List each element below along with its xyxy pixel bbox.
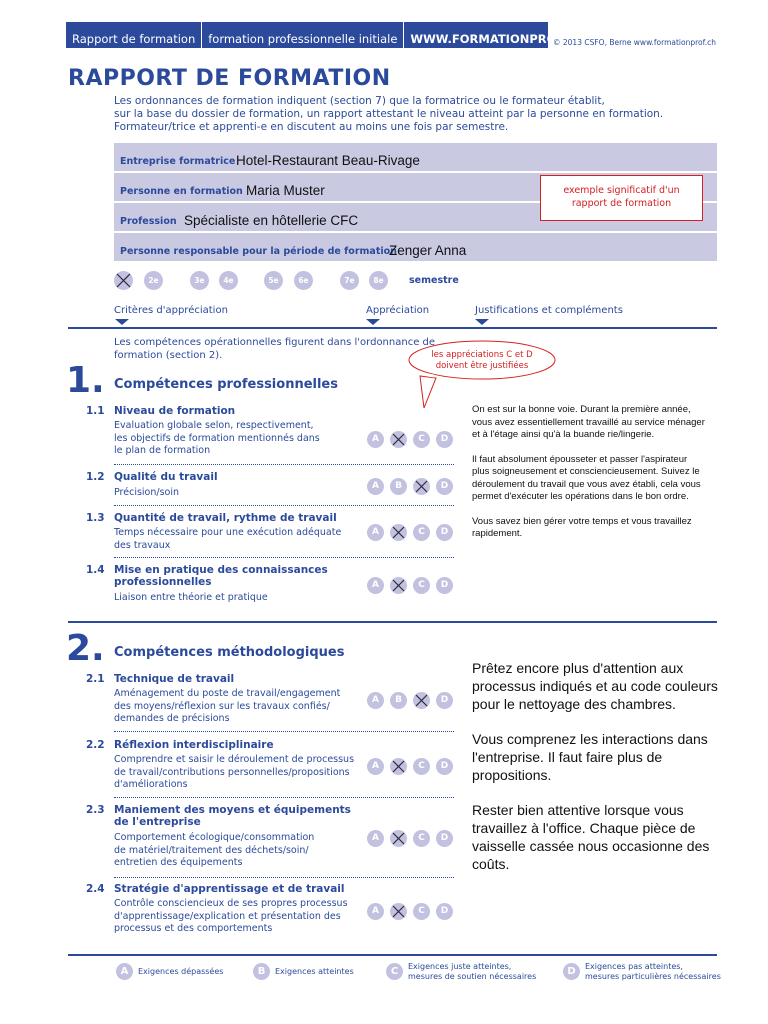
semester-circle[interactable] xyxy=(294,271,313,290)
field-responsible xyxy=(114,233,717,261)
column-header-rating: Appréciation xyxy=(366,305,430,316)
page-title: RAPPORT DE FORMATION xyxy=(68,66,391,91)
header-item-website[interactable]: WWW.FORMATIONPROF.CH xyxy=(403,22,591,48)
section-title: Compétences professionnelles xyxy=(114,377,338,392)
grade-d-option[interactable] xyxy=(436,830,453,847)
criterion-description xyxy=(114,754,354,792)
divider xyxy=(68,954,717,956)
field-value: Maria Muster xyxy=(246,183,325,198)
criterion-description-line: de matériel/traitement des déchets/soin/ xyxy=(114,844,309,856)
grade-letter: C xyxy=(418,833,425,843)
grade-letter: A xyxy=(372,695,379,705)
semester-label-text: 3e xyxy=(194,276,205,285)
dotted-separator xyxy=(114,464,454,465)
grade-b-option[interactable] xyxy=(390,524,407,541)
criterion-description-line: Evaluation globale selon, respectivement, xyxy=(114,420,314,431)
criterion-description xyxy=(114,898,348,936)
grade-a-option[interactable] xyxy=(367,692,384,709)
criterion-description xyxy=(114,592,268,605)
criterion-description-line: Comprendre et saisir le déroulement de processus xyxy=(114,754,355,765)
grade-letter: D xyxy=(440,580,449,590)
criterion-title xyxy=(114,512,337,524)
arrow-down-icon xyxy=(366,319,380,325)
semester-circle[interactable] xyxy=(114,271,133,290)
justification-line: Rester bien attentive lorsque vous xyxy=(472,802,684,818)
cross-mark-icon xyxy=(114,271,133,290)
grade-letter: D xyxy=(440,527,449,537)
grade-b-option[interactable] xyxy=(390,758,407,775)
criterion-description xyxy=(114,688,340,726)
legend-d-circle: D xyxy=(563,963,580,980)
grade-b-option[interactable] xyxy=(390,692,407,709)
justification-callout xyxy=(408,340,558,386)
grade-letter: C xyxy=(418,761,425,771)
grade-letter: A xyxy=(372,434,379,444)
criterion-description-line: Précision/soin xyxy=(114,487,180,498)
grade-d-option[interactable] xyxy=(436,903,453,920)
grade-d-option[interactable] xyxy=(436,692,453,709)
criterion-title-line: Stratégie d'apprentissage et de travail xyxy=(114,883,345,895)
header-bar xyxy=(66,22,586,48)
grade-c-option[interactable] xyxy=(413,692,430,709)
semester-label: semestre xyxy=(409,275,459,286)
criterion-title-line: Technique de travail xyxy=(114,673,235,685)
dotted-separator xyxy=(114,877,454,878)
justification-line: l'entreprise. Il faut faire plus de xyxy=(472,749,663,765)
legend-d-text xyxy=(585,962,721,982)
callout-line: doivent être justifiées xyxy=(435,361,529,371)
criterion-title-line: Maniement des moyens et équipements xyxy=(114,804,351,816)
criterion-number: 2.4 xyxy=(86,883,105,895)
note-line: exemple significatif d'un xyxy=(563,185,680,196)
semester-label-text: 4e xyxy=(223,276,234,285)
column-header-justification: Justifications et compléments xyxy=(475,305,623,316)
section1-intro-line: formation (section 2). xyxy=(114,350,223,361)
grade-d-option[interactable] xyxy=(436,577,453,594)
justification-paragraph xyxy=(472,801,742,873)
criterion-number: 2.3 xyxy=(86,804,105,816)
justification-line: pour le nettoyage des chambres. xyxy=(472,696,676,712)
intro-text xyxy=(114,95,674,134)
criterion-title-line: Quantité de travail, rythme de travail xyxy=(114,512,337,524)
cross-mark-icon xyxy=(390,577,407,594)
grade-letter: C xyxy=(418,906,425,916)
cross-mark-icon xyxy=(390,431,407,448)
grade-c-option[interactable] xyxy=(413,577,430,594)
semester-label-text: 2e xyxy=(148,276,159,285)
callout-line: les appréciations C et D xyxy=(431,350,533,360)
grade-c-option[interactable] xyxy=(413,478,430,495)
cross-mark-icon xyxy=(390,830,407,847)
grade-b-option[interactable] xyxy=(390,431,407,448)
legend-a-circle: A xyxy=(116,963,133,980)
legend-line: Exigences atteintes xyxy=(275,967,354,976)
criterion-description xyxy=(114,527,341,552)
grade-a-option[interactable] xyxy=(367,830,384,847)
arrow-down-icon xyxy=(115,319,129,325)
grade-b-option[interactable] xyxy=(390,903,407,920)
grade-c-option[interactable] xyxy=(413,758,430,775)
grade-letter: D xyxy=(440,695,449,705)
dotted-separator xyxy=(114,731,454,732)
grade-a-option[interactable] xyxy=(367,431,384,448)
criterion-description-line: de travail/contributions personnelles/propositions xyxy=(114,766,350,778)
grade-d-option[interactable] xyxy=(436,478,453,495)
criterion-title-line: Qualité du travail xyxy=(114,471,218,483)
criterion-description-line: d'apprentissage/explication et présentation des xyxy=(114,910,341,922)
justification-line: On est sur la bonne voie. Durant la première année, xyxy=(472,404,691,415)
justification-line: Prêtez encore plus d'attention aux xyxy=(472,660,684,676)
justification-line: Il faut absolument épousseter et passer l'aspirateur xyxy=(472,453,688,465)
justification-line: processus indiqués et au code couleurs xyxy=(472,678,718,694)
field-label: Personne en formation xyxy=(120,186,243,197)
justification-line: Vous savez bien gérer votre temps et vous travaillez xyxy=(472,515,692,527)
field-value: Zenger Anna xyxy=(389,243,467,258)
justification-paragraph xyxy=(472,454,742,504)
intro-line: Les ordonnances de formation indiquent (section 7) que la formatrice ou le formateur établit, xyxy=(114,95,605,107)
criterion-number: 1.4 xyxy=(86,564,105,576)
criterion-description-line: entretien des équipements xyxy=(114,857,243,868)
section-number: 1. xyxy=(66,360,105,401)
grade-letter: A xyxy=(372,833,379,843)
justification-line: Vous comprenez les interactions dans xyxy=(472,731,708,747)
grade-letter: C xyxy=(418,580,425,590)
criterion-title xyxy=(114,883,345,895)
dotted-separator xyxy=(114,797,454,798)
grade-d-option[interactable] xyxy=(436,524,453,541)
grade-letter: D xyxy=(440,906,449,916)
intro-line: sur la base du dossier de formation, un rapport attestant le niveau atteint par la personne en formation. xyxy=(114,108,664,120)
copyright-text: © 2013 CSFO, Berne www.formationprof.ch xyxy=(553,38,716,47)
criterion-description-line: Comportement écologique/consommation xyxy=(114,832,315,843)
criterion-description-line: le plan de formation xyxy=(114,445,211,456)
justification-line: plus soigneusement et consciencieusement. Suivez le xyxy=(472,466,700,477)
grade-letter: A xyxy=(372,906,379,916)
justification-text xyxy=(472,659,742,873)
semester-circle[interactable] xyxy=(144,271,163,290)
semester-circle[interactable] xyxy=(264,271,283,290)
column-header-criteria: Critères d'appréciation xyxy=(114,305,228,316)
divider xyxy=(68,621,717,623)
grade-letter: D xyxy=(440,833,449,843)
justification-paragraph xyxy=(472,404,742,442)
legend-c-circle: C xyxy=(386,963,403,980)
criterion-title-line: Mise en pratique des connaissances xyxy=(114,564,328,576)
grade-letter: A xyxy=(372,580,379,590)
cross-mark-icon xyxy=(390,903,407,920)
legend-a-text xyxy=(138,967,223,977)
legend-line: Exigences juste atteintes, xyxy=(408,962,512,971)
legend-c-text xyxy=(408,962,536,982)
semester-circle[interactable] xyxy=(190,271,209,290)
grade-b-option[interactable] xyxy=(390,577,407,594)
semester-label-text: 5e xyxy=(268,276,279,285)
criterion-number: 2.2 xyxy=(86,739,105,751)
justification-line: travaillez à l'office. Chaque pièce de xyxy=(472,820,696,836)
legend-b-text xyxy=(275,967,354,977)
grade-a-option[interactable] xyxy=(367,577,384,594)
justification-line: vous avez essentiellement travaillé au service ménager xyxy=(472,416,705,428)
grade-a-option[interactable] xyxy=(367,758,384,775)
cross-mark-icon xyxy=(390,758,407,775)
dotted-separator xyxy=(114,505,454,506)
field-label: Entreprise formatrice xyxy=(120,156,236,167)
criterion-title xyxy=(114,739,274,751)
field-training-company xyxy=(114,143,717,171)
grade-letter: A xyxy=(372,481,379,491)
grade-letter: B xyxy=(395,481,402,491)
section1-intro xyxy=(114,336,435,362)
grade-b-option[interactable] xyxy=(390,830,407,847)
legend-line: Exigences pas atteintes, xyxy=(585,962,683,971)
semester-circle[interactable] xyxy=(340,271,359,290)
grade-letter: D xyxy=(440,761,449,771)
criterion-title-line: Niveau de formation xyxy=(114,405,236,417)
field-value: Hotel-Restaurant Beau-Rivage xyxy=(236,153,420,168)
criterion-description-line: Aménagement du poste de travail/engagement xyxy=(114,688,341,699)
intro-line: Formateur/trice et apprenti-e en discutent au moins une fois par semestre. xyxy=(114,121,509,133)
field-value: Spécialiste en hôtellerie CFC xyxy=(184,213,359,228)
criterion-number: 1.1 xyxy=(86,405,105,417)
grade-letter: B xyxy=(395,695,402,705)
criterion-number: 2.1 xyxy=(86,673,105,685)
justification-line: permet d'exécuter les opérations dans le bon ordre. xyxy=(472,491,689,502)
criterion-description xyxy=(114,420,320,458)
grade-c-option[interactable] xyxy=(413,903,430,920)
criterion-number: 1.3 xyxy=(86,512,105,524)
criterion-description-line: Liaison entre théorie et pratique xyxy=(114,592,268,603)
criterion-description-line: Temps nécessaire pour une exécution adéquate xyxy=(114,527,342,538)
dotted-separator xyxy=(114,557,454,558)
grade-letter: A xyxy=(372,527,379,537)
grade-c-option[interactable] xyxy=(413,431,430,448)
grade-letter: C xyxy=(418,434,425,444)
semester-label-text: 7e xyxy=(344,276,355,285)
justification-line: rapidement. xyxy=(472,528,523,539)
note-line: rapport de formation xyxy=(571,198,672,209)
legend-b-circle: B xyxy=(253,963,270,980)
header-item-vocational: formation professionnelle initiale xyxy=(201,22,403,48)
criterion-description-line: processus et des comportements xyxy=(114,923,273,934)
header-item-report: Rapport de formation xyxy=(72,32,196,46)
criterion-description-line: les objectifs de formation mentionnés dans xyxy=(114,432,320,444)
cross-mark-icon xyxy=(413,478,430,495)
legend-line: Exigences dépassées xyxy=(138,967,224,976)
criterion-description-line: demandes de précisions xyxy=(114,713,230,724)
grade-c-option[interactable] xyxy=(413,524,430,541)
grade-c-option[interactable] xyxy=(413,830,430,847)
grade-d-option[interactable] xyxy=(436,758,453,775)
justification-line: déroulement du travail que vous avez établi, cela vous xyxy=(472,478,701,490)
legend-line: mesures de soutien nécessaires xyxy=(408,972,537,981)
criterion-title-line: Réflexion interdisciplinaire xyxy=(114,739,274,751)
justification-line: coûts. xyxy=(472,856,510,872)
criterion-title xyxy=(114,673,234,685)
semester-circle[interactable] xyxy=(369,271,388,290)
field-label: Personne responsable pour la période de formation xyxy=(120,246,397,257)
grade-letter: D xyxy=(440,481,449,491)
justification-text xyxy=(472,404,742,541)
criterion-number: 1.2 xyxy=(86,471,105,483)
grade-letter: A xyxy=(372,761,379,771)
criterion-title xyxy=(114,405,235,417)
criterion-description-line: des moyens/réflexion sur les travaux confiés/ xyxy=(114,700,330,712)
arrow-down-icon xyxy=(475,319,489,325)
criterion-description xyxy=(114,832,314,870)
justification-paragraph xyxy=(472,516,742,541)
criterion-title xyxy=(114,564,328,588)
justification-line: vaisselle cassée nous occasionne des xyxy=(472,838,710,854)
criterion-title-line: de l'entreprise xyxy=(114,816,201,828)
divider xyxy=(68,327,717,329)
semester-label-text: 6e xyxy=(298,276,309,285)
criterion-title-line: professionnelles xyxy=(114,576,212,588)
grade-a-option[interactable] xyxy=(367,524,384,541)
semester-circle[interactable] xyxy=(219,271,238,290)
grade-b-option[interactable] xyxy=(390,478,407,495)
cross-mark-icon xyxy=(390,524,407,541)
grade-a-option[interactable] xyxy=(367,478,384,495)
legend-line: mesures particulières nécessaires xyxy=(585,972,721,981)
justification-paragraph xyxy=(472,730,742,784)
justification-paragraph xyxy=(472,659,742,713)
criterion-title xyxy=(114,471,218,483)
grade-letter: C xyxy=(418,527,425,537)
section-title: Compétences méthodologiques xyxy=(114,645,345,660)
cross-mark-icon xyxy=(413,692,430,709)
justification-line: propositions. xyxy=(472,767,552,783)
criterion-title xyxy=(114,804,351,828)
criterion-description-line: des travaux xyxy=(114,539,171,551)
criterion-description-line: d'améliorations xyxy=(114,779,188,790)
grade-a-option[interactable] xyxy=(367,903,384,920)
justification-line: et à l'étage ainsi qu'à la buande rie/lingerie. xyxy=(472,429,655,440)
field-label: Profession xyxy=(120,216,177,227)
section-number: 2. xyxy=(66,628,105,669)
semester-label-text: 8e xyxy=(373,276,384,285)
section1-intro-line: Les compétences opérationnelles figurent dans l'ordonnance de xyxy=(114,337,436,348)
criterion-description-line: Contrôle consciencieux de ses propres processus xyxy=(114,898,348,909)
grade-d-option[interactable] xyxy=(436,431,453,448)
grade-letter: D xyxy=(440,434,449,444)
example-note-box xyxy=(540,175,703,221)
criterion-description xyxy=(114,487,179,500)
